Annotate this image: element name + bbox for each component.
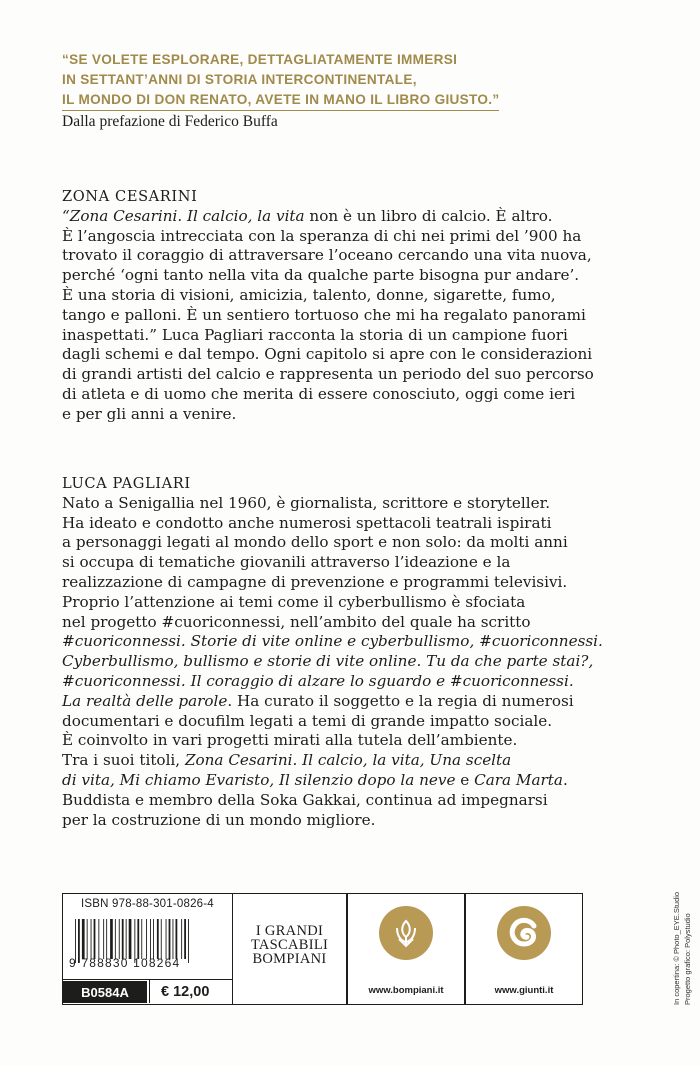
- bio-line: Ha ideato e condotto anche numerosi spettacoli teatrali ispirati: [62, 513, 552, 532]
- book-line: È l’angoscia intrecciata con la speranza di chi nei primi del ’900 ha: [62, 226, 582, 245]
- bompiani-logo-box: [347, 893, 465, 1005]
- barcode-bar: [166, 919, 167, 959]
- book-line: e per gli anni a venire.: [62, 404, 237, 423]
- barcode-bar: [176, 919, 178, 959]
- bio-italic-suffix: e #cuoriconnessi.: [431, 671, 574, 690]
- barcode-bar: [161, 919, 162, 959]
- quote-line-1: “SE VOLETE ESPLORARE, DETTAGLIATAMENTE IMMERSI: [62, 52, 458, 67]
- titles-italic: di vita, Mi chiamo Evaristo, Il silenzio dopo la neve: [62, 770, 456, 789]
- bio-italic-line: #cuoriconnessi. Il coraggio di alzare lo sguardo: [62, 671, 432, 690]
- bio-italic-line: #cuoriconnessi. Storie di vite online e cyberbullismo, #cuoriconnessi.: [62, 632, 603, 651]
- barcode-bar: [137, 919, 139, 959]
- bio-line: documentari e docufilm legati a temi di grande impatto sociale.: [62, 711, 553, 730]
- barcode-bar: [181, 919, 182, 959]
- barcode-bar: [110, 919, 113, 959]
- bompiani-flower-icon: [379, 906, 433, 960]
- product-code: B0584A: [63, 981, 147, 1003]
- bio-line: . Ha curato il soggetto e la regia di numerosi: [227, 691, 574, 710]
- barcode-bar: [126, 919, 127, 959]
- book-description: [62, 187, 642, 425]
- bio-line: per la costruzione di un mondo migliore.: [62, 810, 376, 829]
- series-logo: [232, 893, 347, 1005]
- bio-italic-line: Cyberbullismo, bullismo e storie di vite online. Tu da che parte stai?,: [62, 652, 594, 671]
- quote-line-2: IN SETTANT’ANNI DI STORIA INTERCONTINENTALE,: [62, 72, 417, 87]
- book-line: dagli schemi e dal tempo. Ogni capitolo si apre con le considerazioni: [62, 345, 593, 364]
- bio-line: nel progetto #cuoriconnessi, nell’ambito del quale ha scritto: [62, 612, 531, 631]
- divider: [149, 979, 150, 1003]
- series-line: TASCABILI: [250, 937, 329, 953]
- titles-italic: Cara Marta: [474, 770, 563, 789]
- barcode-bar: [87, 919, 88, 959]
- book-line: trovato il coraggio di attraversare l’oceano cercando una vita nuova,: [62, 246, 592, 265]
- book-section-title: ZONA CESARINI: [62, 188, 198, 205]
- book-line: di grandi artisti del calcio e rappresenta un periodo del suo percorso: [62, 365, 594, 384]
- titles-and: e: [455, 770, 475, 789]
- back-cover-quote: [62, 50, 542, 111]
- bio-line: Buddista e membro della Soka Gakkai, continua ad impegnarsi: [62, 790, 548, 809]
- barcode-bar: [153, 919, 154, 959]
- book-line: perché ‘ogni tanto nella vita da qualche parte bisogna pur andare’.: [62, 266, 580, 285]
- credits: [666, 891, 696, 1005]
- bio-line: realizzazione di campagne di prevenzione e programmi televisivi.: [62, 572, 568, 591]
- barcode-digits: 9 788830 108264: [69, 956, 181, 970]
- barcode-bar: [103, 919, 104, 959]
- bompiani-url[interactable]: www.bompiani.it: [368, 985, 444, 996]
- price: € 12,00: [161, 984, 210, 1000]
- series-line: I GRANDI: [255, 923, 324, 939]
- titles-end: .: [562, 770, 568, 789]
- barcode-bar: [157, 919, 159, 959]
- book-line: È una storia di visioni, amicizia, talento, donne, sigarette, fumo,: [62, 285, 556, 304]
- giunti-url[interactable]: www.giunti.it: [494, 985, 554, 996]
- titles-prefix: Tra i suoi titoli,: [62, 751, 185, 770]
- titles-italic: Zona Cesarini. Il calcio, la vita, Una scelta: [184, 751, 512, 770]
- quote-line-3: IL MONDO DI DON RENATO, AVETE IN MANO IL LIBRO GIUSTO.”: [62, 90, 499, 111]
- barcode-bar: [122, 919, 124, 959]
- author-section-title: LUCA PAGLIARI: [62, 475, 191, 492]
- barcode-bar: [129, 919, 132, 959]
- book-line: inaspettati.” Luca Pagliari racconta la storia di un campione fuori: [62, 325, 568, 344]
- barcode-bar: [184, 919, 186, 959]
- barcode-bar: [169, 919, 171, 959]
- cover-credit: In copertina: © Photo_EYE.Studio: [672, 891, 681, 1005]
- design-credit: Progetto grafico: Polystudio: [683, 913, 692, 1005]
- barcode-bar: [94, 919, 96, 959]
- bio-line: È coinvolto in vari progetti mirati alla tutela dell’ambiente.: [62, 731, 518, 750]
- book-line: tango e palloni. È un sentiero tortuoso che mi ha regalato panorami: [62, 305, 586, 324]
- bio-italic-line: La realtà delle parole: [62, 691, 228, 710]
- barcode-bar: [106, 919, 107, 959]
- barcode-bar: [150, 919, 151, 959]
- barcode-bar: [173, 919, 174, 959]
- book-title-italic: “Zona Cesarini. Il calcio, la vita: [62, 206, 305, 225]
- isbn-text: ISBN 978-88-301-0826-4: [81, 898, 214, 910]
- barcode-bar: [146, 919, 147, 959]
- bio-line: Proprio l’attenzione ai temi come il cyberbullismo è sfociata: [62, 592, 526, 611]
- barcode-bar: [82, 919, 85, 959]
- barcode-bar: [98, 919, 99, 959]
- barcode-bar: [115, 919, 116, 959]
- barcode-bar: [119, 919, 120, 959]
- bio-line: a personaggi legati al mondo dello sport e non solo: da molti anni: [62, 533, 568, 552]
- quote-attribution: Dalla prefazione di Federico Buffa: [62, 113, 278, 130]
- giunti-swirl-icon: [497, 906, 551, 960]
- barcode-bar: [141, 919, 142, 959]
- author-bio: [62, 474, 642, 830]
- book-line: di atleta e di uomo che merita di essere conosciuto, oggi come ieri: [62, 384, 576, 403]
- giunti-logo-box: [465, 893, 583, 1005]
- bio-line: si occupa di tematiche giovanili attraverso l’ideazione e la: [62, 553, 511, 572]
- bio-line: Nato a Senigallia nel 1960, è giornalista, scrittore e storyteller.: [62, 493, 551, 512]
- book-line-1: non è un libro di calcio. È altro.: [304, 206, 553, 225]
- series-line: BOMPIANI: [252, 951, 327, 967]
- barcode-bar: [91, 919, 92, 959]
